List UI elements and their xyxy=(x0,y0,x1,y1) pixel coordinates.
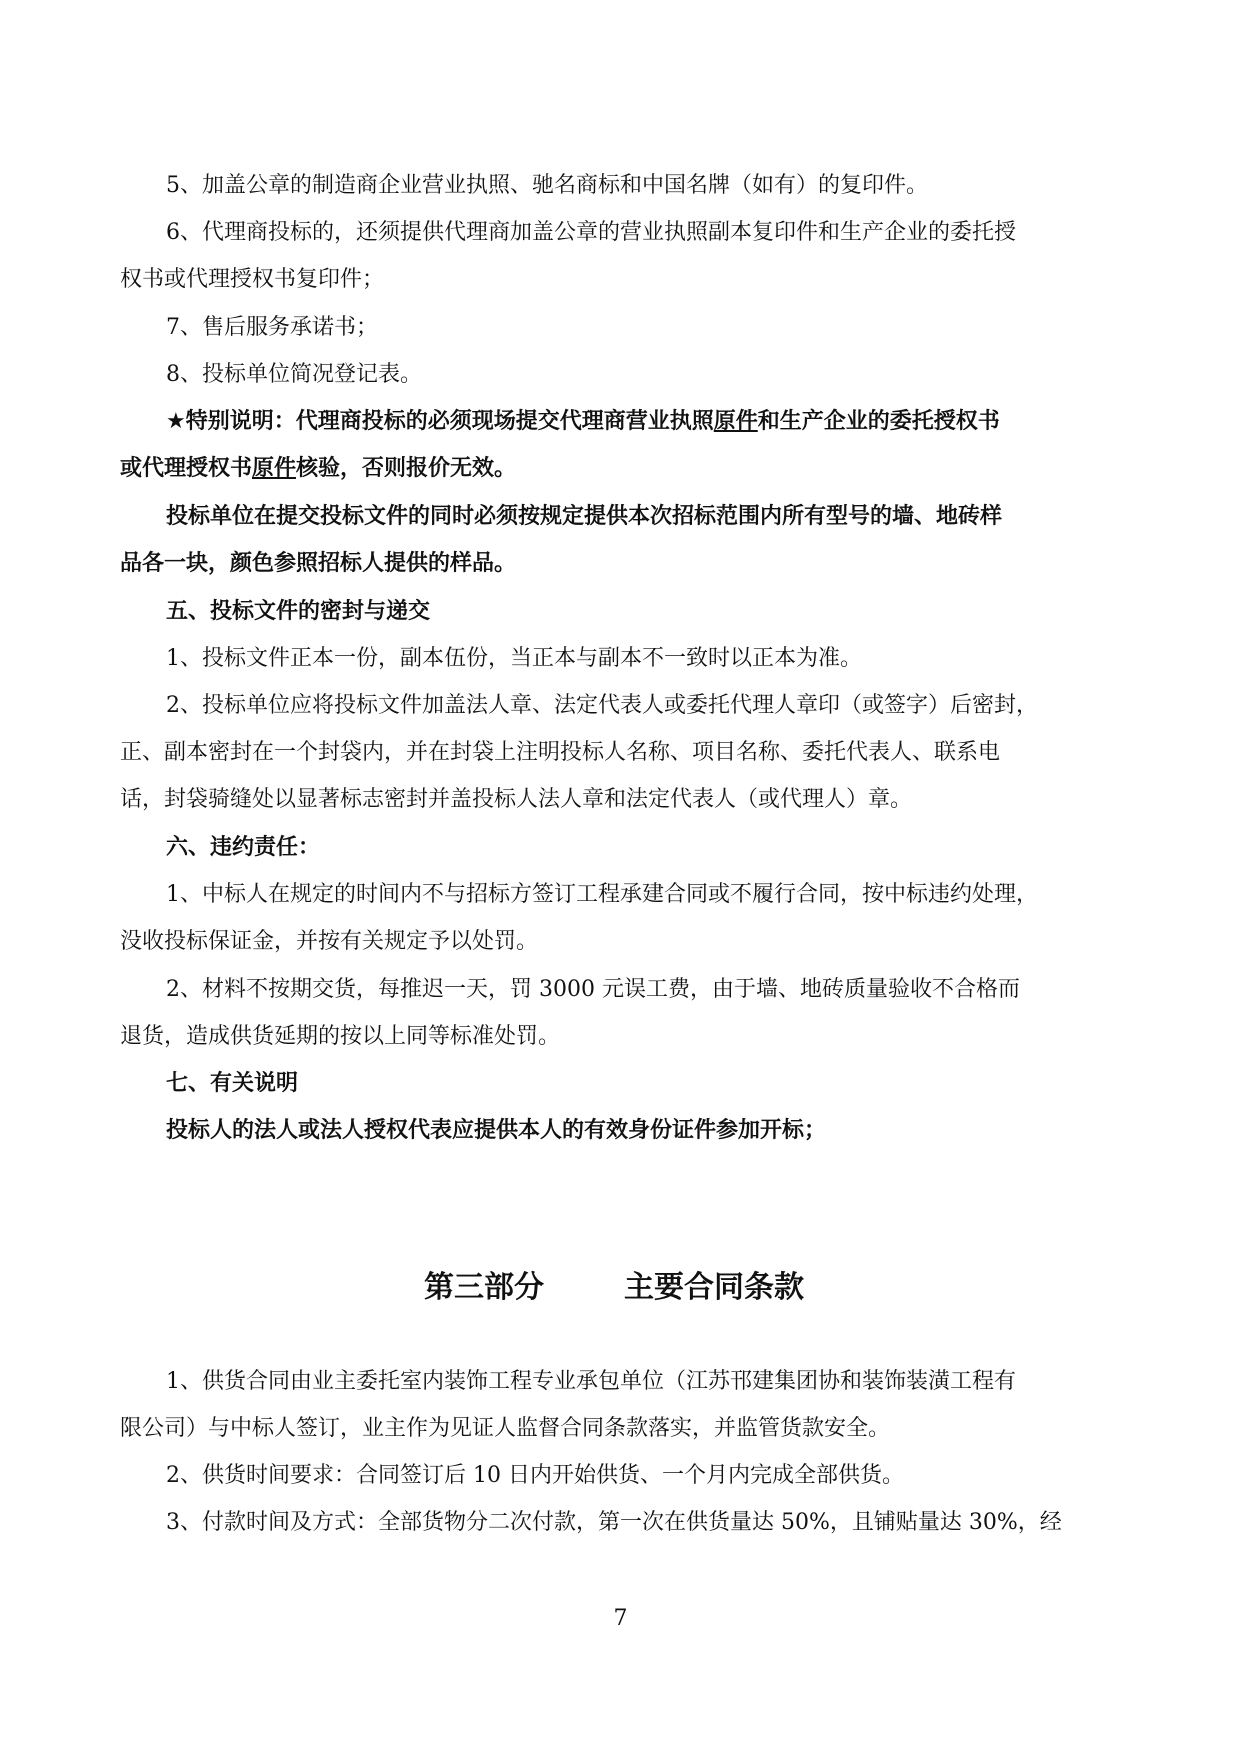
liability-item-1: 1、中标人在规定的时间内不与招标方签订工程承建合同或不履行合同，按中标违约处理， xyxy=(166,882,1039,907)
item-7-text: 7、售后服务承诺书； xyxy=(166,315,378,340)
sealing-item-1: 1、投标文件正本一份，副本伍份，当正本与副本不一致时以正本为准。 xyxy=(166,646,862,671)
contract-item-3: 3、付款时间及方式：全部货物分二次付款，第一次在供货量达 50%，且铺贴量达 30%，经 xyxy=(166,1510,1062,1535)
contract-item-1: 1、供货合同由业主委托室内装饰工程专业承包单位（江苏邗建集团协和装饰装潢工程有 xyxy=(166,1369,1016,1394)
sealing-item-2-continued: 正、副本密封在一个封袋内，并在封袋上注明投标人名称、项目名称、委托代表人、联系电 xyxy=(120,740,1001,765)
liability-item-2-continued: 退货，造成供货延期的按以上同等标准处罚。 xyxy=(120,1024,561,1049)
item-5-text: 5、加盖公章的制造商企业营业执照、驰名商标和中国名牌（如有）的复印件。 xyxy=(166,173,928,198)
underlined-original-copy: 原件 xyxy=(252,456,297,481)
section-heading-sealing: 五、投标文件的密封与递交 xyxy=(166,599,431,624)
sealing-item-2: 2、投标单位应将投标文件加盖法人章、法定代表人或委托代理人章印（或签字）后密封， xyxy=(166,693,1039,718)
item-8-text: 8、投标单位简况登记表。 xyxy=(166,362,422,387)
underlined-original-copy: 原件 xyxy=(713,409,758,434)
page-number: 7 xyxy=(613,1606,628,1631)
special-note-text: 和生产企业的委托授权书 xyxy=(757,409,1000,434)
liability-item-2: 2、材料不按期交货，每推迟一天，罚 3000 元误工费，由于墙、地砖质量验收不合格而 xyxy=(166,977,1020,1002)
liability-item-1-continued: 没收投标保证金，并按有关规定予以处罚。 xyxy=(120,929,539,954)
special-note-text: 或代理授权书 xyxy=(120,456,253,481)
part-name: 主要合同条款 xyxy=(624,1270,804,1305)
item-6-continued: 权书或代理授权书复印件； xyxy=(120,267,385,292)
sample-requirement-line-1: 投标单位在提交投标文件的同时必须按规定提供本次招标范围内所有型号的墙、地砖样 xyxy=(166,504,1003,529)
special-note-text: 核验，否则报价无效。 xyxy=(296,456,517,481)
contract-item-2: 2、供货时间要求：合同签订后 10 日内开始供货、一个月内完成全部供货。 xyxy=(166,1463,904,1488)
section-heading-liability: 六、违约责任： xyxy=(166,835,321,860)
item-6-text: 6、代理商投标的，还须提供代理商加盖公章的营业执照副本复印件和生产企业的委托授 xyxy=(166,220,1016,245)
sample-requirement-line-2: 品各一块，颜色参照招标人提供的样品。 xyxy=(120,551,517,576)
contract-item-1-continued: 限公司）与中标人签订，业主作为见证人监督合同条款落实，并监管货款安全。 xyxy=(120,1416,891,1441)
special-note-line-2 xyxy=(0,454,1241,484)
special-note-line-1 xyxy=(0,407,1241,437)
special-note-text: ★特别说明：代理商投标的必须现场提交代理商营业执照 xyxy=(166,409,714,434)
sealing-item-2-continued: 话，封袋骑缝处以显著标志密封并盖投标人法人章和法定代表人（或代理人）章。 xyxy=(120,787,913,812)
notes-text: 投标人的法人或法人授权代表应提供本人的有效身份证件参加开标； xyxy=(166,1118,827,1143)
section-heading-notes: 七、有关说明 xyxy=(166,1071,299,1096)
part-number: 第三部分 xyxy=(424,1270,544,1305)
